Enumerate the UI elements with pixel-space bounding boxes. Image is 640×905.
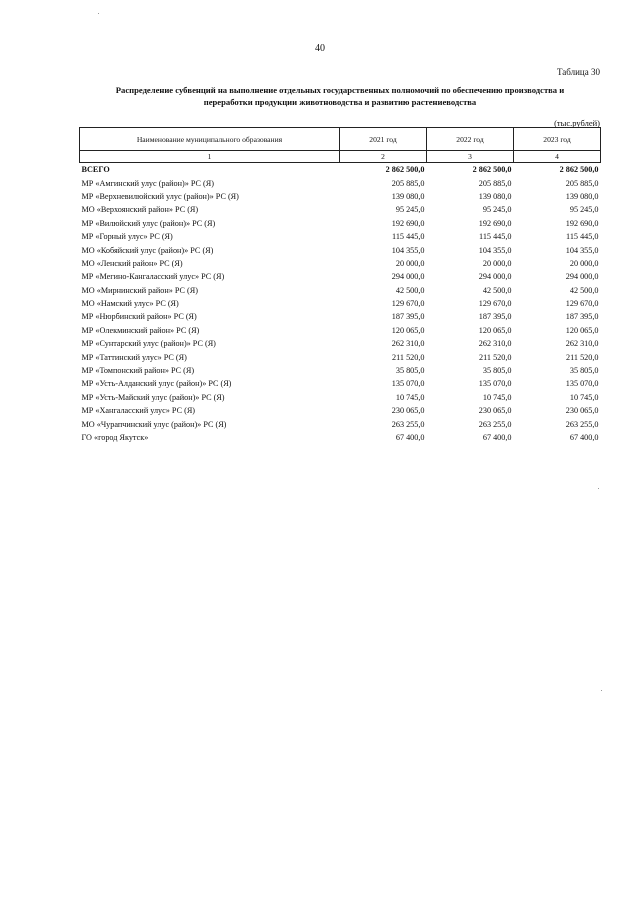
- row-value-2022: 294 000,0: [478, 272, 512, 282]
- row-value-2023: 230 065,0: [565, 406, 599, 416]
- row-value-2021: 20 000,0: [395, 258, 425, 268]
- column-index: 4: [514, 151, 601, 163]
- row-value-2022: 211 520,0: [479, 352, 512, 362]
- table-row: [80, 431, 601, 444]
- row-name: МО «Верхоянский район» РС (Я): [81, 205, 199, 215]
- row-value-2023: 205 885,0: [565, 178, 599, 188]
- table-row: [80, 324, 601, 337]
- row-value-2023: 294 000,0: [565, 272, 599, 282]
- row-name: МР «Амгинский улус (район)» РС (Я): [81, 178, 214, 188]
- row-value-2023: 135 070,0: [565, 379, 599, 389]
- row-value-2022: 187 395,0: [478, 312, 512, 322]
- row-value-2022: 192 690,0: [478, 218, 512, 228]
- row-value-2023: 42 500,0: [569, 285, 599, 295]
- row-value-2023: 10 745,0: [569, 392, 599, 402]
- scan-speck: [598, 488, 599, 489]
- row-value-2022: 67 400,0: [482, 433, 512, 442]
- table-row: [80, 377, 601, 390]
- column-index: 3: [427, 151, 514, 163]
- header-name: Наименование муниципального образования: [80, 128, 340, 151]
- row-value-2021: 263 255,0: [391, 419, 425, 429]
- row-value-2022: 135 070,0: [478, 379, 512, 389]
- units-label: (тыс.рублей): [554, 118, 600, 128]
- table-row: [80, 270, 601, 283]
- total-2021: 2 862 500,0: [340, 163, 427, 177]
- row-name: МО «Намский улус» РС (Я): [81, 299, 179, 309]
- row-value-2023: 104 355,0: [565, 245, 599, 255]
- row-value-2021: 115 445,0: [392, 232, 425, 242]
- row-value-2022: 120 065,0: [478, 325, 512, 335]
- row-value-2023: 20 000,0: [569, 258, 599, 268]
- row-value-2021: 211 520,0: [392, 352, 425, 362]
- column-index-row: [80, 151, 601, 163]
- row-value-2022: 262 310,0: [478, 339, 512, 349]
- row-value-2021: 192 690,0: [391, 218, 425, 228]
- row-value-2021: 187 395,0: [391, 312, 425, 322]
- column-index: 2: [340, 151, 427, 163]
- row-value-2021: 35 805,0: [395, 366, 425, 376]
- row-name: МО «Кобяйский улус (район)» РС (Я): [81, 245, 214, 255]
- row-value-2021: 67 400,0: [395, 433, 425, 442]
- row-name: МР «Сунтарский улус (район)» РС (Я): [81, 339, 216, 349]
- row-value-2023: 263 255,0: [565, 419, 599, 429]
- row-value-2022: 20 000,0: [482, 258, 512, 268]
- row-value-2022: 230 065,0: [478, 406, 512, 416]
- table-title-line-2: переработки продукции животноводства и развитию растениеводства: [203, 97, 477, 107]
- row-value-2022: 95 245,0: [482, 205, 512, 215]
- scan-speck: [601, 690, 602, 691]
- row-value-2023: 35 805,0: [569, 366, 599, 376]
- table-row: [80, 391, 601, 404]
- table-row: [80, 350, 601, 363]
- row-value-2021: 135 070,0: [391, 379, 425, 389]
- row-value-2021: 10 745,0: [395, 392, 425, 402]
- row-value-2023: 139 080,0: [565, 191, 599, 201]
- table-row: [80, 310, 601, 323]
- row-value-2021: 104 355,0: [391, 245, 425, 255]
- row-name: МР «Хангаласский улус» РС (Я): [81, 406, 196, 416]
- row-value-2021: 205 885,0: [391, 178, 425, 188]
- table-row: [80, 337, 601, 350]
- header-2022: 2022 год: [427, 128, 514, 151]
- row-value-2023: 211 520,0: [566, 352, 599, 362]
- row-value-2022: 35 805,0: [482, 366, 512, 376]
- row-value-2022: 139 080,0: [478, 191, 512, 201]
- row-value-2021: 129 670,0: [391, 299, 425, 309]
- table-title-line-1: Распределение субвенций на выполнение отдельных государственных полномочий по обеспечению производства и: [115, 85, 565, 95]
- row-name: МР «Олекминский район» РС (Я): [81, 325, 200, 335]
- row-value-2023: 115 445,0: [566, 232, 599, 242]
- total-2022: 2 862 500,0: [427, 163, 514, 177]
- table-row: [80, 417, 601, 430]
- total-row: [80, 163, 601, 177]
- row-name: МР «Усть-Майский улус (район)» РС (Я): [81, 392, 225, 402]
- row-value-2023: 120 065,0: [565, 325, 599, 335]
- row-value-2021: 230 065,0: [391, 406, 425, 416]
- row-value-2022: 205 885,0: [478, 178, 512, 188]
- row-value-2021: 95 245,0: [395, 205, 425, 215]
- row-name: ГО «город Якутск»: [81, 433, 149, 442]
- table-number: Таблица 30: [557, 67, 600, 77]
- table-row: [80, 284, 601, 297]
- row-name: МО «Мирнинский район» РС (Я): [81, 285, 198, 295]
- table-row: [80, 203, 601, 216]
- row-value-2022: 104 355,0: [478, 245, 512, 255]
- row-name: МО «Ленский район» РС (Я): [81, 258, 183, 268]
- row-name: МР «Мегино-Кангаласский улус» РС (Я): [81, 272, 225, 282]
- row-value-2021: 262 310,0: [391, 339, 425, 349]
- total-label: ВСЕГО: [80, 163, 340, 177]
- column-index: 1: [80, 151, 340, 163]
- total-2023: 2 862 500,0: [514, 163, 601, 177]
- row-value-2023: 192 690,0: [565, 218, 599, 228]
- table-row: [80, 176, 601, 189]
- header-row: [80, 128, 601, 151]
- row-value-2021: 120 065,0: [391, 325, 425, 335]
- row-name: МР «Томпонский район» РС (Я): [81, 366, 195, 376]
- header-2021: 2021 год: [340, 128, 427, 151]
- table-row: [80, 364, 601, 377]
- row-value-2022: 263 255,0: [478, 419, 512, 429]
- row-value-2023: 262 310,0: [565, 339, 599, 349]
- table-title: [80, 84, 600, 108]
- header-2023: 2023 год: [514, 128, 601, 151]
- table-row: [80, 217, 601, 230]
- row-value-2022: 42 500,0: [482, 285, 512, 295]
- scan-speck: [98, 13, 99, 14]
- table-row: [80, 230, 601, 243]
- table-row: [80, 297, 601, 310]
- row-value-2023: 129 670,0: [565, 299, 599, 309]
- page-number: 40: [315, 43, 325, 54]
- row-value-2023: 67 400,0: [569, 433, 599, 442]
- row-name: МР «Вилюйский улус (район)» РС (Я): [81, 218, 216, 228]
- table-row: [80, 257, 601, 270]
- row-name: МР «Нюрбинский район» РС (Я): [81, 312, 197, 322]
- row-value-2022: 10 745,0: [482, 392, 512, 402]
- row-value-2021: 294 000,0: [391, 272, 425, 282]
- row-name: МР «Усть-Алданский улус (район)» РС (Я): [81, 379, 232, 389]
- row-value-2021: 42 500,0: [395, 285, 425, 295]
- table-row: [80, 243, 601, 256]
- subsidy-table: [79, 127, 601, 444]
- row-name: МР «Горный улус» РС (Я): [81, 232, 173, 242]
- row-value-2022: 129 670,0: [478, 299, 512, 309]
- row-name: МР «Таттинский улус» РС (Я): [81, 352, 187, 362]
- table-row: [80, 190, 601, 203]
- row-name: МО «Чурапчинский улус (район)» РС (Я): [81, 419, 227, 429]
- row-name: МР «Верхневилюйский улус (район)» РС (Я): [81, 191, 239, 201]
- row-value-2023: 187 395,0: [565, 312, 599, 322]
- table-row: [80, 404, 601, 417]
- row-value-2023: 95 245,0: [569, 205, 599, 215]
- row-value-2022: 115 445,0: [479, 232, 512, 242]
- row-value-2021: 139 080,0: [391, 191, 425, 201]
